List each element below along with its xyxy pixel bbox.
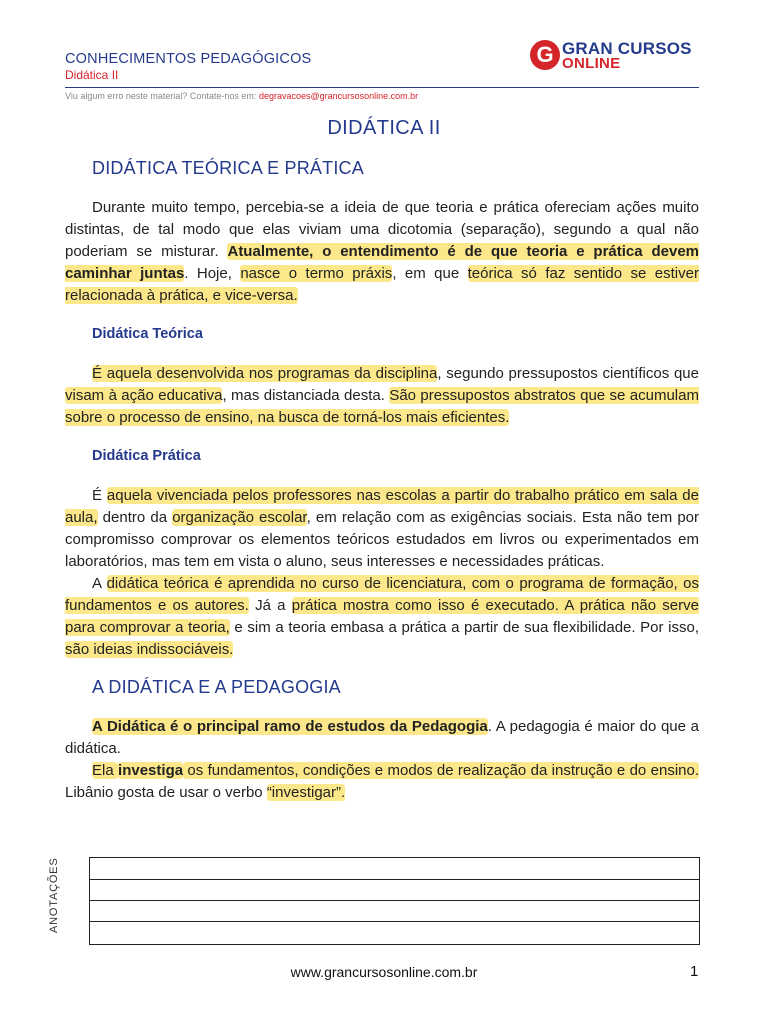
- notes-line: [90, 879, 699, 880]
- text-run: Durante muito tempo, percebia-se a ideia de que teoria e prática ofereciam ações muito distintas, de tal modo que elas viviam uma dicotomia (separação), segundo a qual não poderiam se misturar.: [65, 199, 699, 260]
- logo-text-line2: ONLINE: [562, 55, 621, 72]
- highlight: “investigar”.: [266, 784, 346, 801]
- contact-email-link[interactable]: degravacoes@grancursosonline.com.br: [258, 91, 419, 101]
- highlight: Ela: [92, 762, 119, 779]
- section-title-didatica-pedagogia: A DIDÁTICA E A PEDAGOGIA: [92, 677, 341, 697]
- text-run: Libânio gosta de usar o verbo: [65, 784, 267, 801]
- subsection-title-didatica-pratica: Didática Prática: [92, 448, 201, 464]
- page-number: 1: [690, 963, 699, 980]
- text-run: , mas distanciada desta.: [222, 387, 390, 404]
- header-subtitle: Didática II: [65, 68, 119, 82]
- logo-g-icon: G: [530, 40, 560, 70]
- highlight: A Didática é o principal ramo de estudos da Pedagogia: [92, 718, 488, 735]
- text-run: , segundo pressupostos científicos que: [437, 365, 699, 382]
- highlight: Atualmente, o entendimento é de que teoria e prática devem caminhar juntas: [65, 243, 700, 282]
- paragraph-didatica-teorica: [65, 363, 699, 429]
- footer-url[interactable]: www.grancursosonline.com.br: [290, 964, 478, 980]
- text-run: dentro da: [97, 509, 173, 526]
- text-run: , em que: [392, 265, 468, 282]
- text-run: , em relação com as exigências sociais. Esta não tem por compromisso comprovar os elementos teóricos estudados em livros ou experimentados em laboratórios, mas tem em vista o aluno, seus interesses e necessidades práticas.: [65, 509, 700, 570]
- text-run: . Hoje,: [184, 265, 241, 282]
- paragraph-intro: [65, 197, 699, 307]
- highlight: são ideias indissociáveis.: [65, 641, 234, 658]
- highlight: aquela vivenciada pelos professores nas escolas a partir do trabalho prático em sala de aula,: [65, 487, 699, 526]
- highlight: didática teórica é aprendida no curso de licenciatura, com o programa de formação, os fundamentos e os autores.: [65, 575, 699, 614]
- text-run: A: [92, 575, 107, 592]
- paragraph-didatica-pedagogia: [65, 716, 699, 804]
- notes-box[interactable]: [89, 857, 700, 945]
- text-run: Já a: [248, 597, 292, 614]
- subsection-title-didatica-teorica: Didática Teórica: [92, 326, 203, 342]
- highlight: São pressupostos abstratos que se acumulam sobre o processo de ensino, na busca de torná-los mais eficientes.: [65, 387, 699, 426]
- highlight: os fundamentos, condições e modos de realização da instrução e do ensino.: [183, 762, 699, 779]
- contact-line: [65, 91, 418, 101]
- text-run: . A pedagogia é maior do que a didática.: [65, 718, 699, 757]
- highlight: teórica só faz sentido se estiver relacionada à prática, e vice-versa.: [65, 265, 699, 304]
- notes-label: ANOTAÇÕES: [48, 857, 60, 933]
- contact-text: Viu algum erro neste material? Contate-nos em:: [65, 91, 257, 101]
- highlight: prática mostra como isso é executado. A prática não serve para comprovar a teoria,: [65, 597, 699, 636]
- highlight: organização escolar: [172, 509, 307, 526]
- text-run: e sim a teoria embasa a prática a partir de sua flexibilidade. Por isso,: [229, 619, 699, 636]
- highlight: visam à ação educativa: [65, 387, 223, 404]
- header-divider: [65, 87, 699, 88]
- notes-line: [90, 921, 699, 922]
- document-title: DIDÁTICA II: [327, 117, 441, 139]
- logo-text-line1: GRAN CURSOS: [562, 39, 692, 58]
- highlight: nasce o termo práxis: [240, 265, 393, 282]
- paragraph-didatica-pratica: [65, 485, 699, 661]
- notes-line: [90, 900, 699, 901]
- text-run: É: [92, 487, 107, 504]
- highlight: É aquela desenvolvida nos programas da disciplina: [92, 365, 438, 382]
- gran-cursos-logo: [530, 38, 702, 78]
- highlight: investiga: [118, 762, 184, 779]
- header-title: CONHECIMENTOS PEDAGÓGICOS: [65, 51, 312, 67]
- section-title-teorica-pratica: DIDÁTICA TEÓRICA E PRÁTICA: [92, 158, 364, 178]
